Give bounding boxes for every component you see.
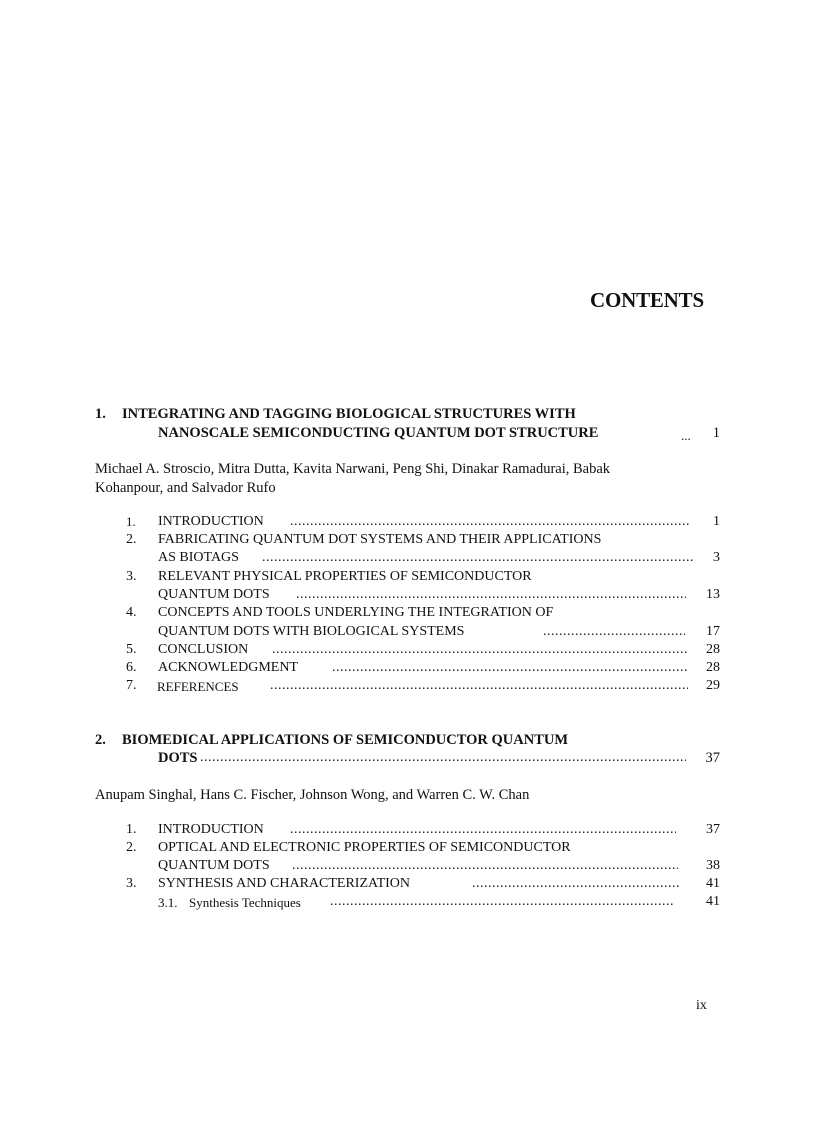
toc-leader-dots bbox=[200, 750, 686, 766]
chapter-2-authors-line1: Anupam Singhal, Hans C. Fischer, Johnson Wong, and Warren C. W. Chan bbox=[95, 787, 530, 803]
toc-entry-number: 6. bbox=[126, 660, 137, 675]
toc-entry-number: 7. bbox=[126, 678, 137, 693]
toc-entry-title: OPTICAL AND ELECTRONIC PROPERTIES OF SEMICONDUCTOR bbox=[158, 840, 571, 855]
toc-entry-page: 3 bbox=[713, 550, 720, 565]
toc-entry-title: INTRODUCTION bbox=[158, 822, 264, 837]
chapter-1-title-line1: INTEGRATING AND TAGGING BIOLOGICAL STRUCTURES WITH bbox=[122, 406, 576, 422]
chapter-2-title-line2: DOTS bbox=[158, 750, 198, 766]
chapter-1-title-ellipsis: ... bbox=[681, 428, 691, 443]
toc-entry-title: CONCEPTS AND TOOLS UNDERLYING THE INTEGRATION OF bbox=[158, 605, 554, 620]
toc-entry-page: 28 bbox=[706, 660, 720, 675]
toc-leader-dots bbox=[332, 660, 688, 676]
toc-entry-page: 28 bbox=[706, 642, 720, 657]
toc-entry-page: 37 bbox=[706, 822, 720, 837]
toc-leader-dots bbox=[472, 876, 680, 892]
toc-leader-dots bbox=[543, 624, 685, 640]
toc-entry-page: 13 bbox=[706, 587, 720, 602]
toc-entry-title: REFERENCES bbox=[157, 679, 239, 694]
chapter-1-number: 1. bbox=[95, 406, 106, 422]
chapter-2-page: 37 bbox=[705, 750, 720, 766]
toc-entry-title: RELEVANT PHYSICAL PROPERTIES OF SEMICONDUCTOR bbox=[158, 569, 532, 584]
toc-entry-page: 1 bbox=[713, 514, 720, 529]
toc-entry-page: 41 bbox=[706, 894, 720, 909]
chapter-1-page: 1 bbox=[712, 425, 720, 441]
toc-entry-title-line2: QUANTUM DOTS bbox=[158, 587, 270, 602]
toc-entry-page: 29 bbox=[706, 678, 720, 693]
chapter-2-number: 2. bbox=[95, 732, 106, 748]
toc-entry-title-line2: QUANTUM DOTS bbox=[158, 858, 270, 873]
toc-leader-dots bbox=[292, 858, 678, 874]
toc-entry-title: CONCLUSION bbox=[158, 642, 249, 657]
toc-entry-title-line2: QUANTUM DOTS WITH BIOLOGICAL SYSTEMS bbox=[158, 624, 465, 639]
toc-leader-dots bbox=[262, 550, 694, 566]
toc-entry-title: Synthesis Techniques bbox=[189, 895, 301, 910]
toc-entry-number: 2. bbox=[126, 532, 137, 547]
toc-entry-title: SYNTHESIS AND CHARACTERIZATION bbox=[158, 876, 411, 891]
toc-leader-dots bbox=[290, 822, 676, 838]
toc-entry-number: 1. bbox=[126, 822, 137, 837]
toc-entry-title-line2: AS BIOTAGS bbox=[158, 550, 239, 565]
toc-entry-page: 38 bbox=[706, 858, 720, 873]
page-title: CONTENTS bbox=[590, 288, 704, 312]
toc-entry-number: 3. bbox=[126, 569, 137, 584]
chapter-2-title-line1: BIOMEDICAL APPLICATIONS OF SEMICONDUCTOR QUANTUM bbox=[122, 732, 569, 748]
toc-entry-number: 1. bbox=[126, 514, 136, 529]
toc-leader-dots bbox=[296, 587, 686, 603]
toc-leader-dots bbox=[270, 678, 688, 694]
toc-entry-page: 17 bbox=[706, 624, 720, 639]
toc-entry-number: 5. bbox=[126, 642, 137, 657]
toc-entry-number: 2. bbox=[126, 840, 137, 855]
toc-entry-number: 3.1. bbox=[158, 895, 178, 910]
chapter-1-title-line2: NANOSCALE SEMICONDUCTING QUANTUM DOT STRUCTURE bbox=[158, 425, 599, 441]
chapter-1-authors-line2: Kohanpour, and Salvador Rufo bbox=[95, 480, 276, 496]
toc-entry-page: 41 bbox=[706, 876, 720, 891]
page-number: ix bbox=[696, 998, 707, 1013]
toc-leader-dots bbox=[272, 642, 688, 658]
toc-entry-number: 4. bbox=[126, 605, 137, 620]
toc-entry-title: ACKNOWLEDGMENT bbox=[158, 660, 298, 675]
toc-leader-dots bbox=[330, 894, 674, 910]
toc-entry-title: INTRODUCTION bbox=[158, 514, 264, 529]
toc-leader-dots bbox=[290, 514, 690, 530]
chapter-1-authors-line1: Michael A. Stroscio, Mitra Dutta, Kavita Narwani, Peng Shi, Dinakar Ramadurai, Babak bbox=[95, 461, 611, 477]
toc-entry-title: FABRICATING QUANTUM DOT SYSTEMS AND THEIR APPLICATIONS bbox=[158, 532, 602, 547]
toc-entry-number: 3. bbox=[126, 876, 137, 891]
